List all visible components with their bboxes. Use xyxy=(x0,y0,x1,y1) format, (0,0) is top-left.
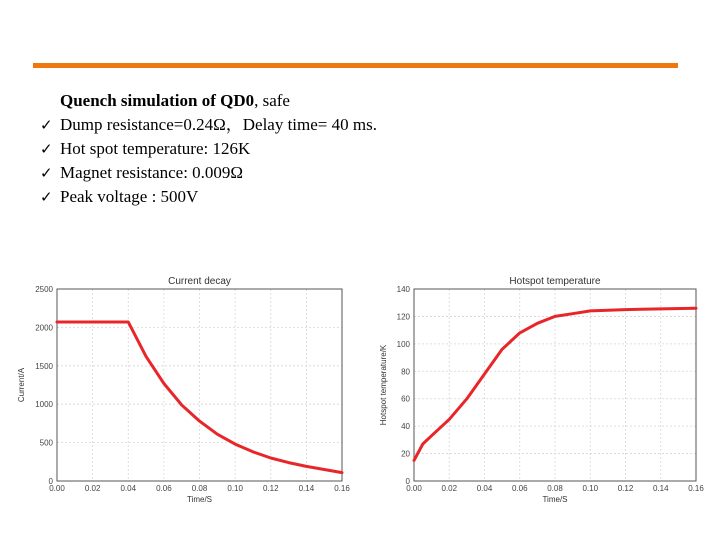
bullet-item xyxy=(40,161,377,185)
y-tick-label: 60 xyxy=(401,394,410,404)
y-tick-label: 120 xyxy=(396,312,410,322)
y-tick-label: 1000 xyxy=(35,400,53,410)
x-tick-label: 0.04 xyxy=(120,484,137,493)
x-tick-label: 0.06 xyxy=(156,484,172,493)
bullet-item xyxy=(40,137,377,161)
accent-rule xyxy=(33,63,678,68)
chart-title: Hotspot temperature xyxy=(509,276,601,287)
y-tick-label: 0 xyxy=(405,477,410,486)
x-tick-label: 0.10 xyxy=(227,484,243,493)
bullet-item xyxy=(40,185,377,209)
slide-heading xyxy=(60,89,290,113)
heading-bold: Quench simulation of QD0 xyxy=(60,91,255,110)
x-tick-label: 0.12 xyxy=(617,484,634,493)
current-decay-chart xyxy=(0,270,360,510)
y-tick-label: 140 xyxy=(396,285,410,294)
y-tick-label: 0 xyxy=(48,477,53,486)
checkmark-icon: ✓ xyxy=(40,140,53,158)
x-tick-label: 0.02 xyxy=(84,484,101,493)
x-tick-label: 0.02 xyxy=(441,484,458,493)
x-tick-label: 0.06 xyxy=(511,484,528,493)
x-tick-label: 0.14 xyxy=(298,484,315,493)
x-tick-label: 0.12 xyxy=(262,484,279,493)
bullet-text: Peak voltage : 500V xyxy=(60,187,199,206)
y-axis-label: Current/A xyxy=(17,367,26,403)
x-tick-label: 0.10 xyxy=(582,484,599,493)
checkmark-icon: ✓ xyxy=(40,164,53,182)
checkmark-icon: ✓ xyxy=(40,188,53,206)
y-tick-label: 2000 xyxy=(35,323,53,333)
bullet-item xyxy=(40,113,377,137)
x-tick-label: 0.08 xyxy=(547,484,563,493)
y-axis-label: Hotspot temperature/K xyxy=(379,344,388,426)
bullet-text: Hot spot temperature: 126K xyxy=(60,139,251,158)
y-tick-label: 80 xyxy=(401,367,410,377)
bullet-list xyxy=(40,89,377,209)
bullet-text: Magnet resistance: 0.009Ω xyxy=(60,163,244,182)
x-tick-label: 0.16 xyxy=(688,484,704,493)
x-axis-label: Time/S xyxy=(542,495,568,504)
x-axis-label: Time/S xyxy=(186,495,213,504)
bullet-text: Dump resistance=0.24Ω，Delay time= 40 ms. xyxy=(60,115,377,134)
y-tick-label: 2500 xyxy=(35,285,53,294)
y-tick-label: 1500 xyxy=(35,361,53,371)
y-tick-label: 40 xyxy=(401,422,410,432)
checkmark-icon: ✓ xyxy=(40,116,53,134)
hotspot-temperature-chart xyxy=(360,270,720,510)
x-tick-label: 0.14 xyxy=(652,484,669,493)
y-tick-label: 100 xyxy=(396,339,410,349)
x-tick-label: 0.16 xyxy=(334,484,350,493)
heading-row xyxy=(40,89,377,113)
x-tick-label: 0.04 xyxy=(476,484,493,493)
chart-title: Current decay xyxy=(168,276,231,287)
x-tick-label: 0.00 xyxy=(49,484,65,493)
y-tick-label: 500 xyxy=(39,438,53,448)
y-tick-label: 20 xyxy=(401,449,410,459)
x-tick-label: 0.00 xyxy=(406,484,422,493)
x-tick-label: 0.08 xyxy=(191,484,208,493)
heading-rest: , safe xyxy=(254,91,290,110)
